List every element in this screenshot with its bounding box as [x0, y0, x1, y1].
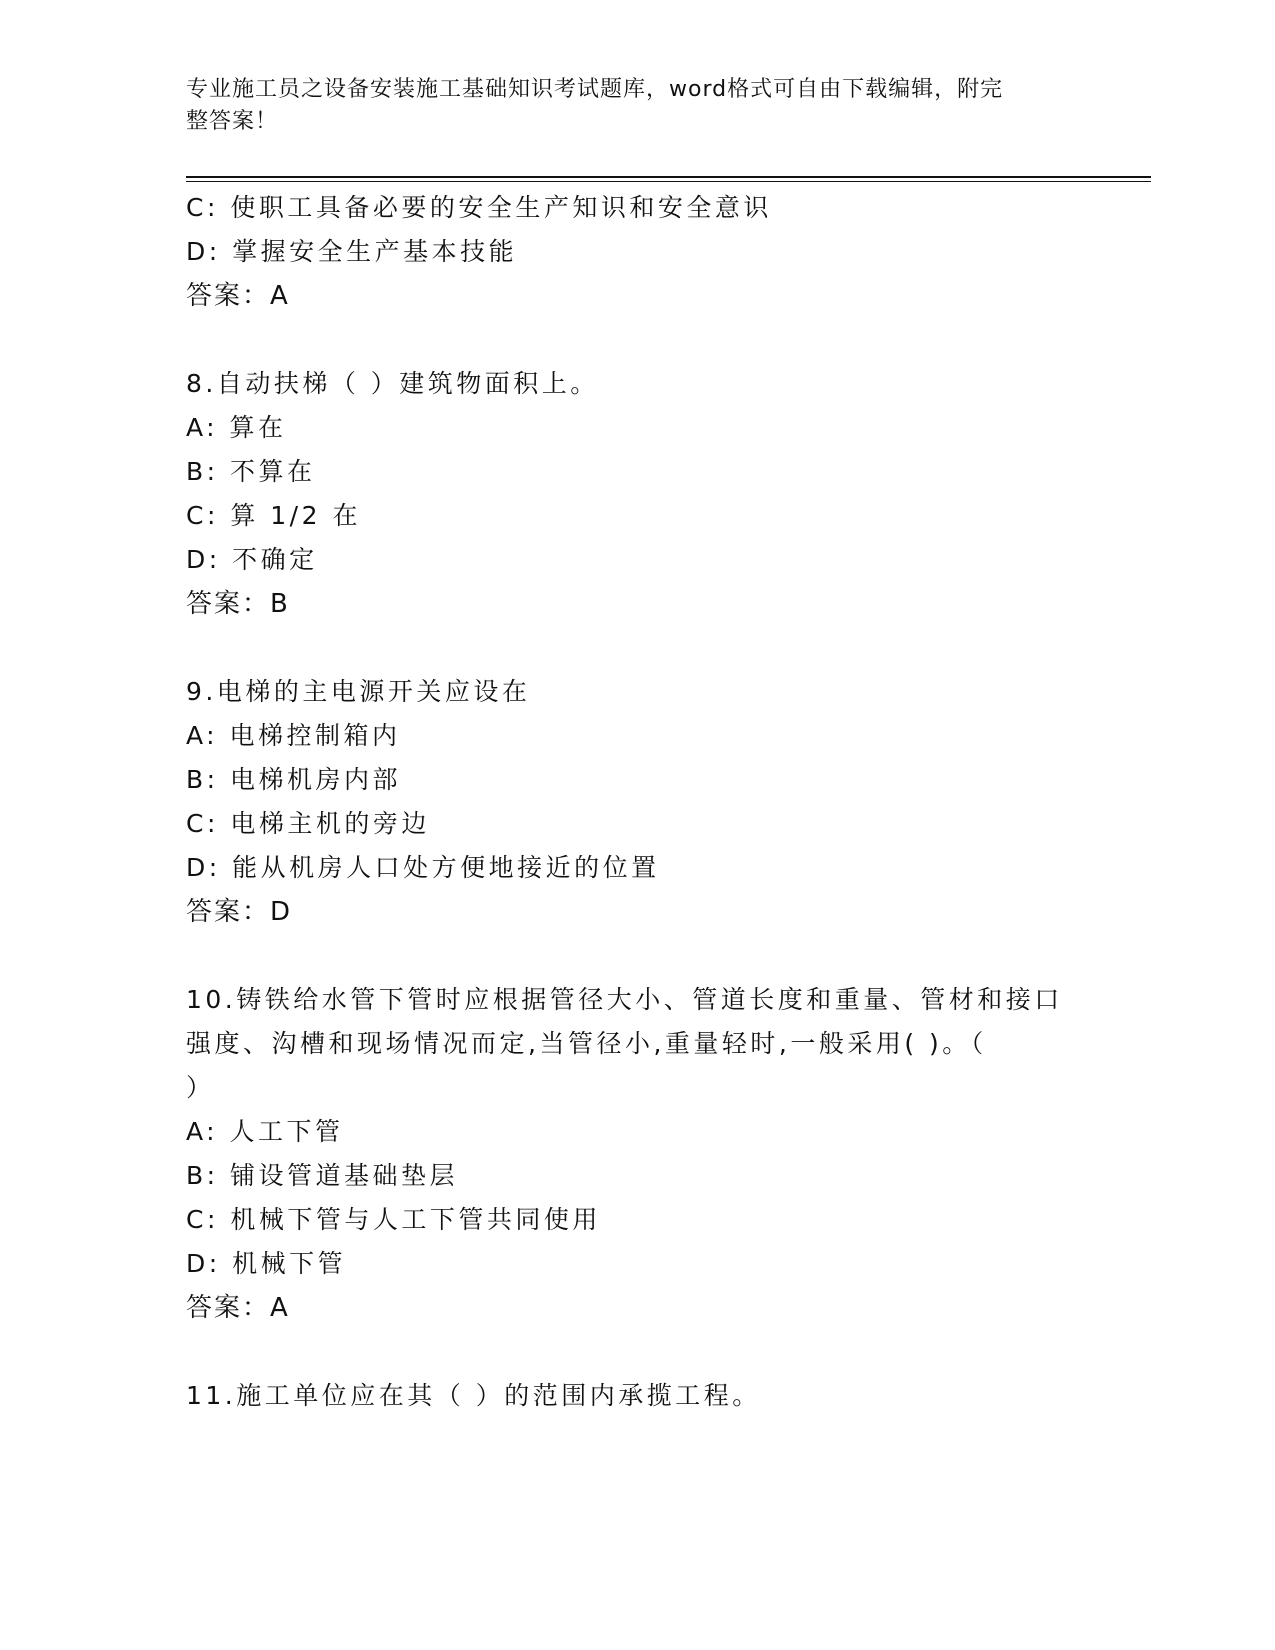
q8-question: 8.自动扶梯（ ）建筑物面积上。	[186, 369, 599, 398]
q10-option-b: B: 铺设管道基础垫层	[186, 1161, 459, 1190]
q10-question-line-3: ）	[186, 1073, 215, 1102]
q9-option-a: A: 电梯控制箱内	[186, 721, 401, 750]
q10-option-a: A: 人工下管	[186, 1117, 344, 1146]
q9-option-c: C: 电梯主机的旁边	[186, 809, 430, 838]
q10-answer: 答案：A	[186, 1293, 290, 1323]
q7-answer: 答案：A	[186, 281, 290, 311]
q10-option-c: C: 机械下管与人工下管共同使用	[186, 1205, 601, 1234]
q8-option-a: A: 算在	[186, 413, 287, 442]
header-line-2: 整答案！	[186, 109, 279, 134]
q10-option-d: D: 机械下管	[186, 1249, 347, 1278]
q10-question-line-2: 强度、沟槽和现场情况而定,当管径小,重量轻时,一般采用( )。（	[186, 1029, 987, 1058]
q8-option-b: B: 不算在	[186, 457, 316, 486]
document-header	[186, 74, 1066, 138]
header-line-1: 专业施工员之设备安装施工基础知识考试题库，word格式可自由下载编辑，附完	[186, 77, 1004, 102]
q7-option-c: C: 使职工具备必要的安全生产知识和安全意识	[186, 193, 772, 222]
q8-option-d: D: 不确定	[186, 545, 318, 574]
q11-question: 11.施工单位应在其（ ）的范围内承揽工程。	[186, 1381, 761, 1410]
q9-option-b: B: 电梯机房内部	[186, 765, 402, 794]
q8-answer: 答案：B	[186, 589, 290, 619]
header-rule-thin	[186, 181, 1151, 182]
q9-answer: 答案：D	[186, 897, 293, 927]
header-rule-thick	[186, 176, 1151, 178]
q10-question-line-1: 10.铸铁给水管下管时应根据管径大小、管道长度和重量、管材和接口	[186, 985, 1063, 1014]
q8-option-c: C: 算 1/2 在	[186, 501, 361, 530]
q9-option-d: D: 能从机房人口处方便地接近的位置	[186, 853, 660, 882]
q7-option-d: D: 掌握安全生产基本技能	[186, 237, 518, 266]
q9-question: 9.电梯的主电源开关应设在	[186, 677, 531, 706]
